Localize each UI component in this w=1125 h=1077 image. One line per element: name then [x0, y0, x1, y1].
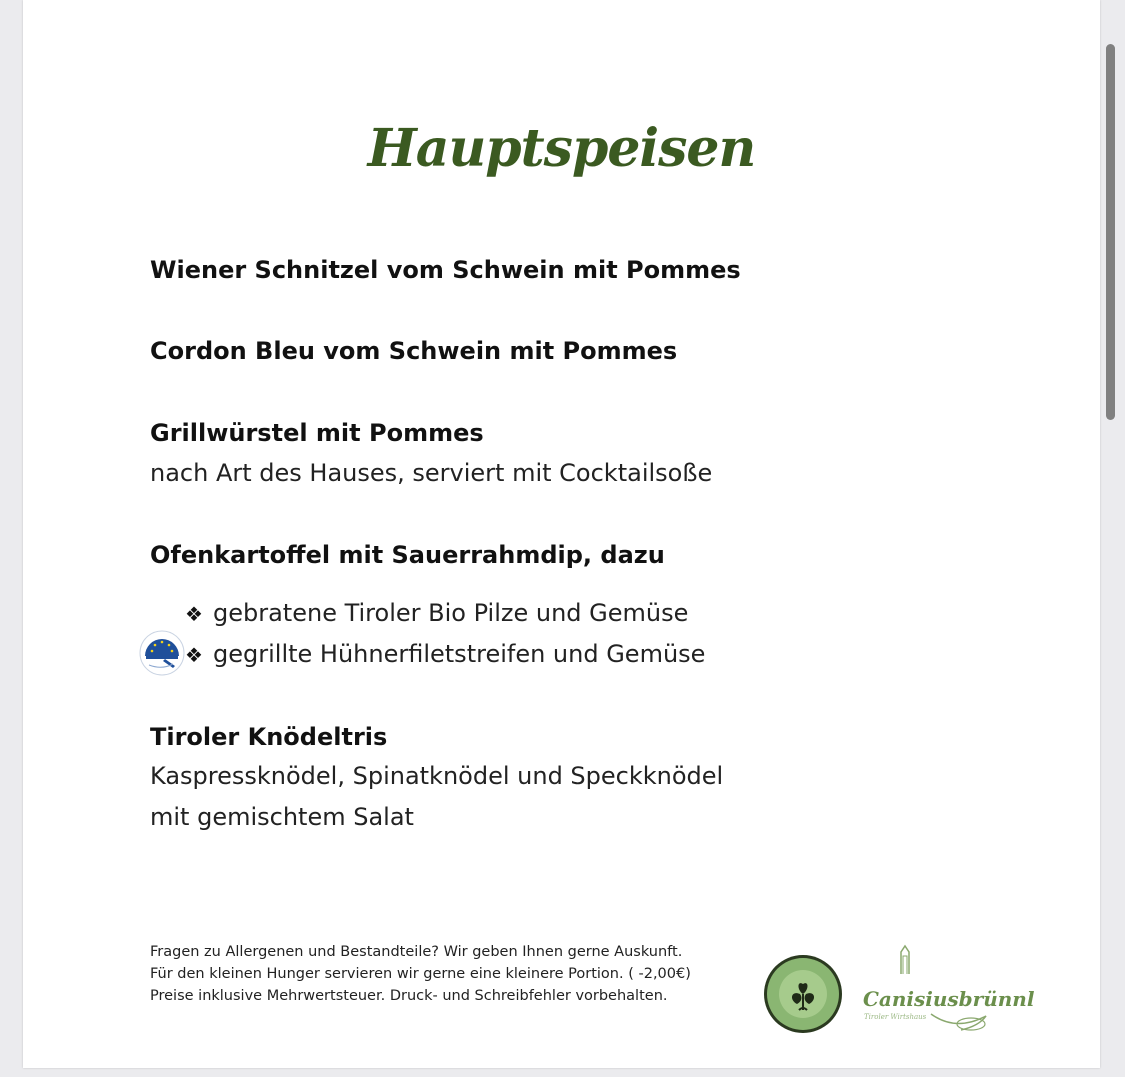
menu-item-knoedeltris-description-line1: Kaspressknödel, Spinatknödel und Speckknödel [150, 762, 724, 790]
restaurant-logo-text: Canisiusbrünnl [863, 987, 1035, 1011]
menu-item-cordon-bleu: Cordon Bleu vom Schwein mit Pommes [150, 337, 678, 365]
menu-item-ofenkartoffel: Ofenkartoffel mit Sauerrahmdip, dazu [150, 541, 665, 569]
menu-item-grillwuerstel-description: nach Art des Hauses, serviert mit Cocktailsoße [150, 459, 713, 487]
restaurant-logo-subtext: Tiroler Wirtshaus [864, 1013, 927, 1021]
menu-item-knoedeltris-description-line2: mit gemischtem Salat [150, 803, 414, 831]
canisiusbruennl-logo [861, 944, 1035, 1036]
option-pilze [185, 599, 688, 627]
option-huehnerfilet [185, 640, 705, 668]
tiroler-wirtshaus-logo [763, 954, 843, 1034]
option-huehnerfilet-label: gegrillte Hühnerfiletstreifen und Gemüse [213, 640, 706, 668]
vertical-scrollbar[interactable] [1106, 44, 1115, 420]
bullet-icon: ❖ [185, 602, 203, 626]
menu-item-knoedeltris: Tiroler Knödeltris [150, 723, 388, 751]
menu-item-grillwuerstel: Grillwürstel mit Pommes [150, 419, 484, 447]
footnote-small-portion: Für den kleinen Hunger servieren wir gerne eine kleinere Portion. ( -2,00€) [150, 966, 691, 982]
menu-page [23, 0, 1100, 1068]
footnote-prices: Preise inklusive Mehrwertsteuer. Druck- und Schreibfehler vorbehalten. [150, 988, 668, 1004]
bullet-icon: ❖ [185, 643, 203, 667]
page-title: Hauptspeisen [367, 118, 756, 179]
footnote-allergens: Fragen zu Allergenen und Bestandteile? Wir geben Ihnen gerne Auskunft. [150, 944, 683, 960]
eu-organic-badge-icon [139, 630, 185, 676]
menu-item-schnitzel: Wiener Schnitzel vom Schwein mit Pommes [150, 256, 741, 284]
option-pilze-label: gebratene Tiroler Bio Pilze und Gemüse [213, 599, 689, 627]
